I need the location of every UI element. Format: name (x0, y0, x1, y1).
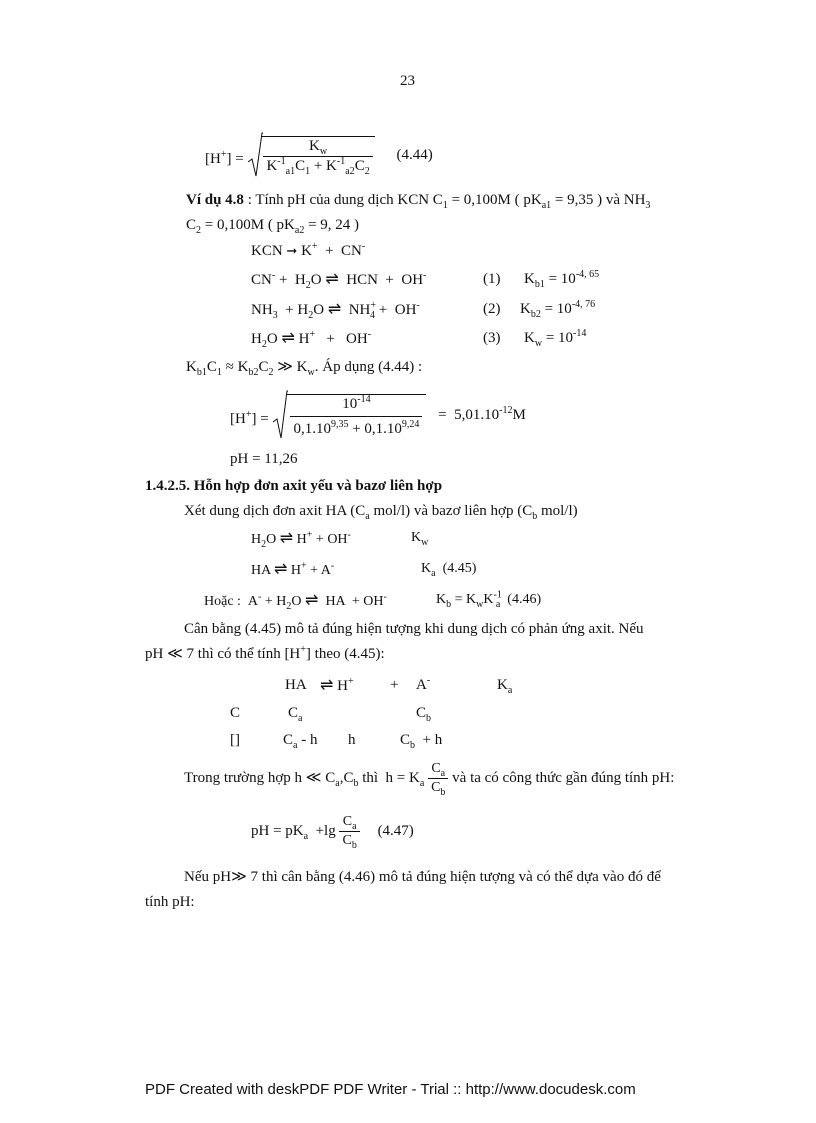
table-head-a: A- (416, 675, 431, 693)
equilibrium-acid-k: $K_a$ (4.45) (421, 561, 477, 579)
apply-text: . Áp dụng (4.44) : (314, 359, 423, 375)
calc-result: = $5,01.10^{-12}M$ (438, 404, 526, 423)
reaction-2-number: (2) (483, 301, 501, 317)
ph-result: pH = 11,26 (230, 451, 298, 467)
apply-line: $K_{b1}C_1 \approx K_{b2}C_2$ ≫ $K_w$. Áp dụng (4.44) : (186, 359, 423, 378)
table-head-plus: + (390, 677, 399, 693)
reaction-3-constant: $K_w = 10^{-14}$ (524, 328, 587, 349)
reaction-2-constant: $K_{b2} = 10^{-4, 76}$ (520, 299, 596, 320)
table-row-eq-cb: $C_b + h$ (400, 732, 443, 751)
reaction-2: $NH_3 + H_2O$ ⇌ $NH^+_4 + OH^-$ (251, 300, 420, 321)
reaction-3-number: (3) (483, 330, 501, 346)
section-intro: Xét dung dịch đơn axit HA ($C_a$ mol/l) và bazơ liên hợp ($C_b$ mol/l) (184, 503, 578, 522)
example-line-1 (186, 192, 651, 211)
example-label: Ví dụ 4.8 (186, 192, 244, 208)
paragraph-2b: tính pH: (145, 894, 195, 910)
table-row-eq-ca: $C_a$ - h (283, 732, 318, 751)
example-line-2: $C_2 = 0,100M$ ( $pK_{a2} = 9$, 24 ) (186, 217, 360, 236)
approx-line: Trong trường hợp h ≪ $C_a,C_b$ thì $h = K_a$ $\frac{C_a}{C_b}$ và ta có công thức gần đúng tính pH: (184, 761, 675, 798)
paragraph-1b: pH ≪ 7 thì có thể tính [H+] theo (4.45): (145, 644, 385, 662)
page-number: 23 (400, 73, 415, 89)
table-head-ha: HA (285, 677, 307, 693)
reaction-1-constant: $K_{b1} = 10^{-4, 65}$ (524, 269, 600, 290)
table-row-eq-h: h (348, 732, 356, 748)
table-row-c-label: C (230, 705, 241, 721)
calc-equation: [H+] = $\frac{10^{-14}}{0,1.10^{9,35} + 0,1.10^{9,24}}$ = $5,01.10^{-12}M$ (230, 390, 526, 440)
table-row-eq-label: [] (230, 732, 240, 748)
table-head-ka: $K_a$ (497, 677, 513, 696)
pdf-footer: PDF Created with deskPDF PDF Writer - Trial :: http://www.docudesk.com (145, 1081, 636, 1098)
reaction-1: $CN^- + H_2O$ ⇌ HCN + OH- (251, 270, 427, 291)
reaction-0: KCN ➞ K+ + CN- (251, 241, 366, 259)
equilibrium-base: Hoặc : $A^- + H_2O$ ⇌ HA + OH- (204, 591, 387, 612)
equation-tag: (4.44) (396, 146, 433, 163)
paragraph-2a: Nếu pH≫ 7 thì cân bằng (4.46) mô tả đúng hiện tượng và có thể dựa vào đó để (184, 869, 661, 885)
equation-tag: (4.47) (377, 823, 414, 839)
equilibrium-base-k: $K_b = K_wK^{-1}_a$ (4.46) (436, 589, 542, 610)
table-row-c-ca: $C_a$ (288, 705, 303, 724)
equation-4-47: pH = $pK_a +\lg$ $\frac{C_a}{C_b}$ (4.47) (251, 814, 414, 851)
reaction-3: $H_2O$ ⇌ H+ + OH- (251, 329, 372, 350)
reaction-1-number: (1) (483, 271, 501, 287)
table-row-c-cb: $C_b$ (416, 705, 432, 724)
table-head-h: ⇌ H+ (320, 676, 354, 694)
equation-4-44: [H+] = $\frac{K_w}{K^{-1}_{a1}C_1 + K^{-1}_{a2}C_2}$ (4.44) (205, 132, 433, 178)
equilibrium-acid: HA ⇌ H+ + A- (251, 560, 335, 578)
section-title: 1.4.2.5. Hỗn hợp đơn axit yếu và bazơ liên hợp (145, 478, 443, 494)
equilibrium-water: $H_2O$ ⇌ H+ + OH- (251, 529, 351, 550)
example-text-1: : Tính pH của dung dịch KCN $C_1 = 0,100M$ ( $pK_{a1} = 9,35$ ) và $NH_3$ (247, 192, 651, 211)
equilibrium-water-k: $K_w$ (411, 530, 429, 548)
paragraph-1: Cân bằng (4.45) mô tả đúng hiện tượng khi dung dịch có phản ứng axit. Nếu (184, 621, 644, 637)
